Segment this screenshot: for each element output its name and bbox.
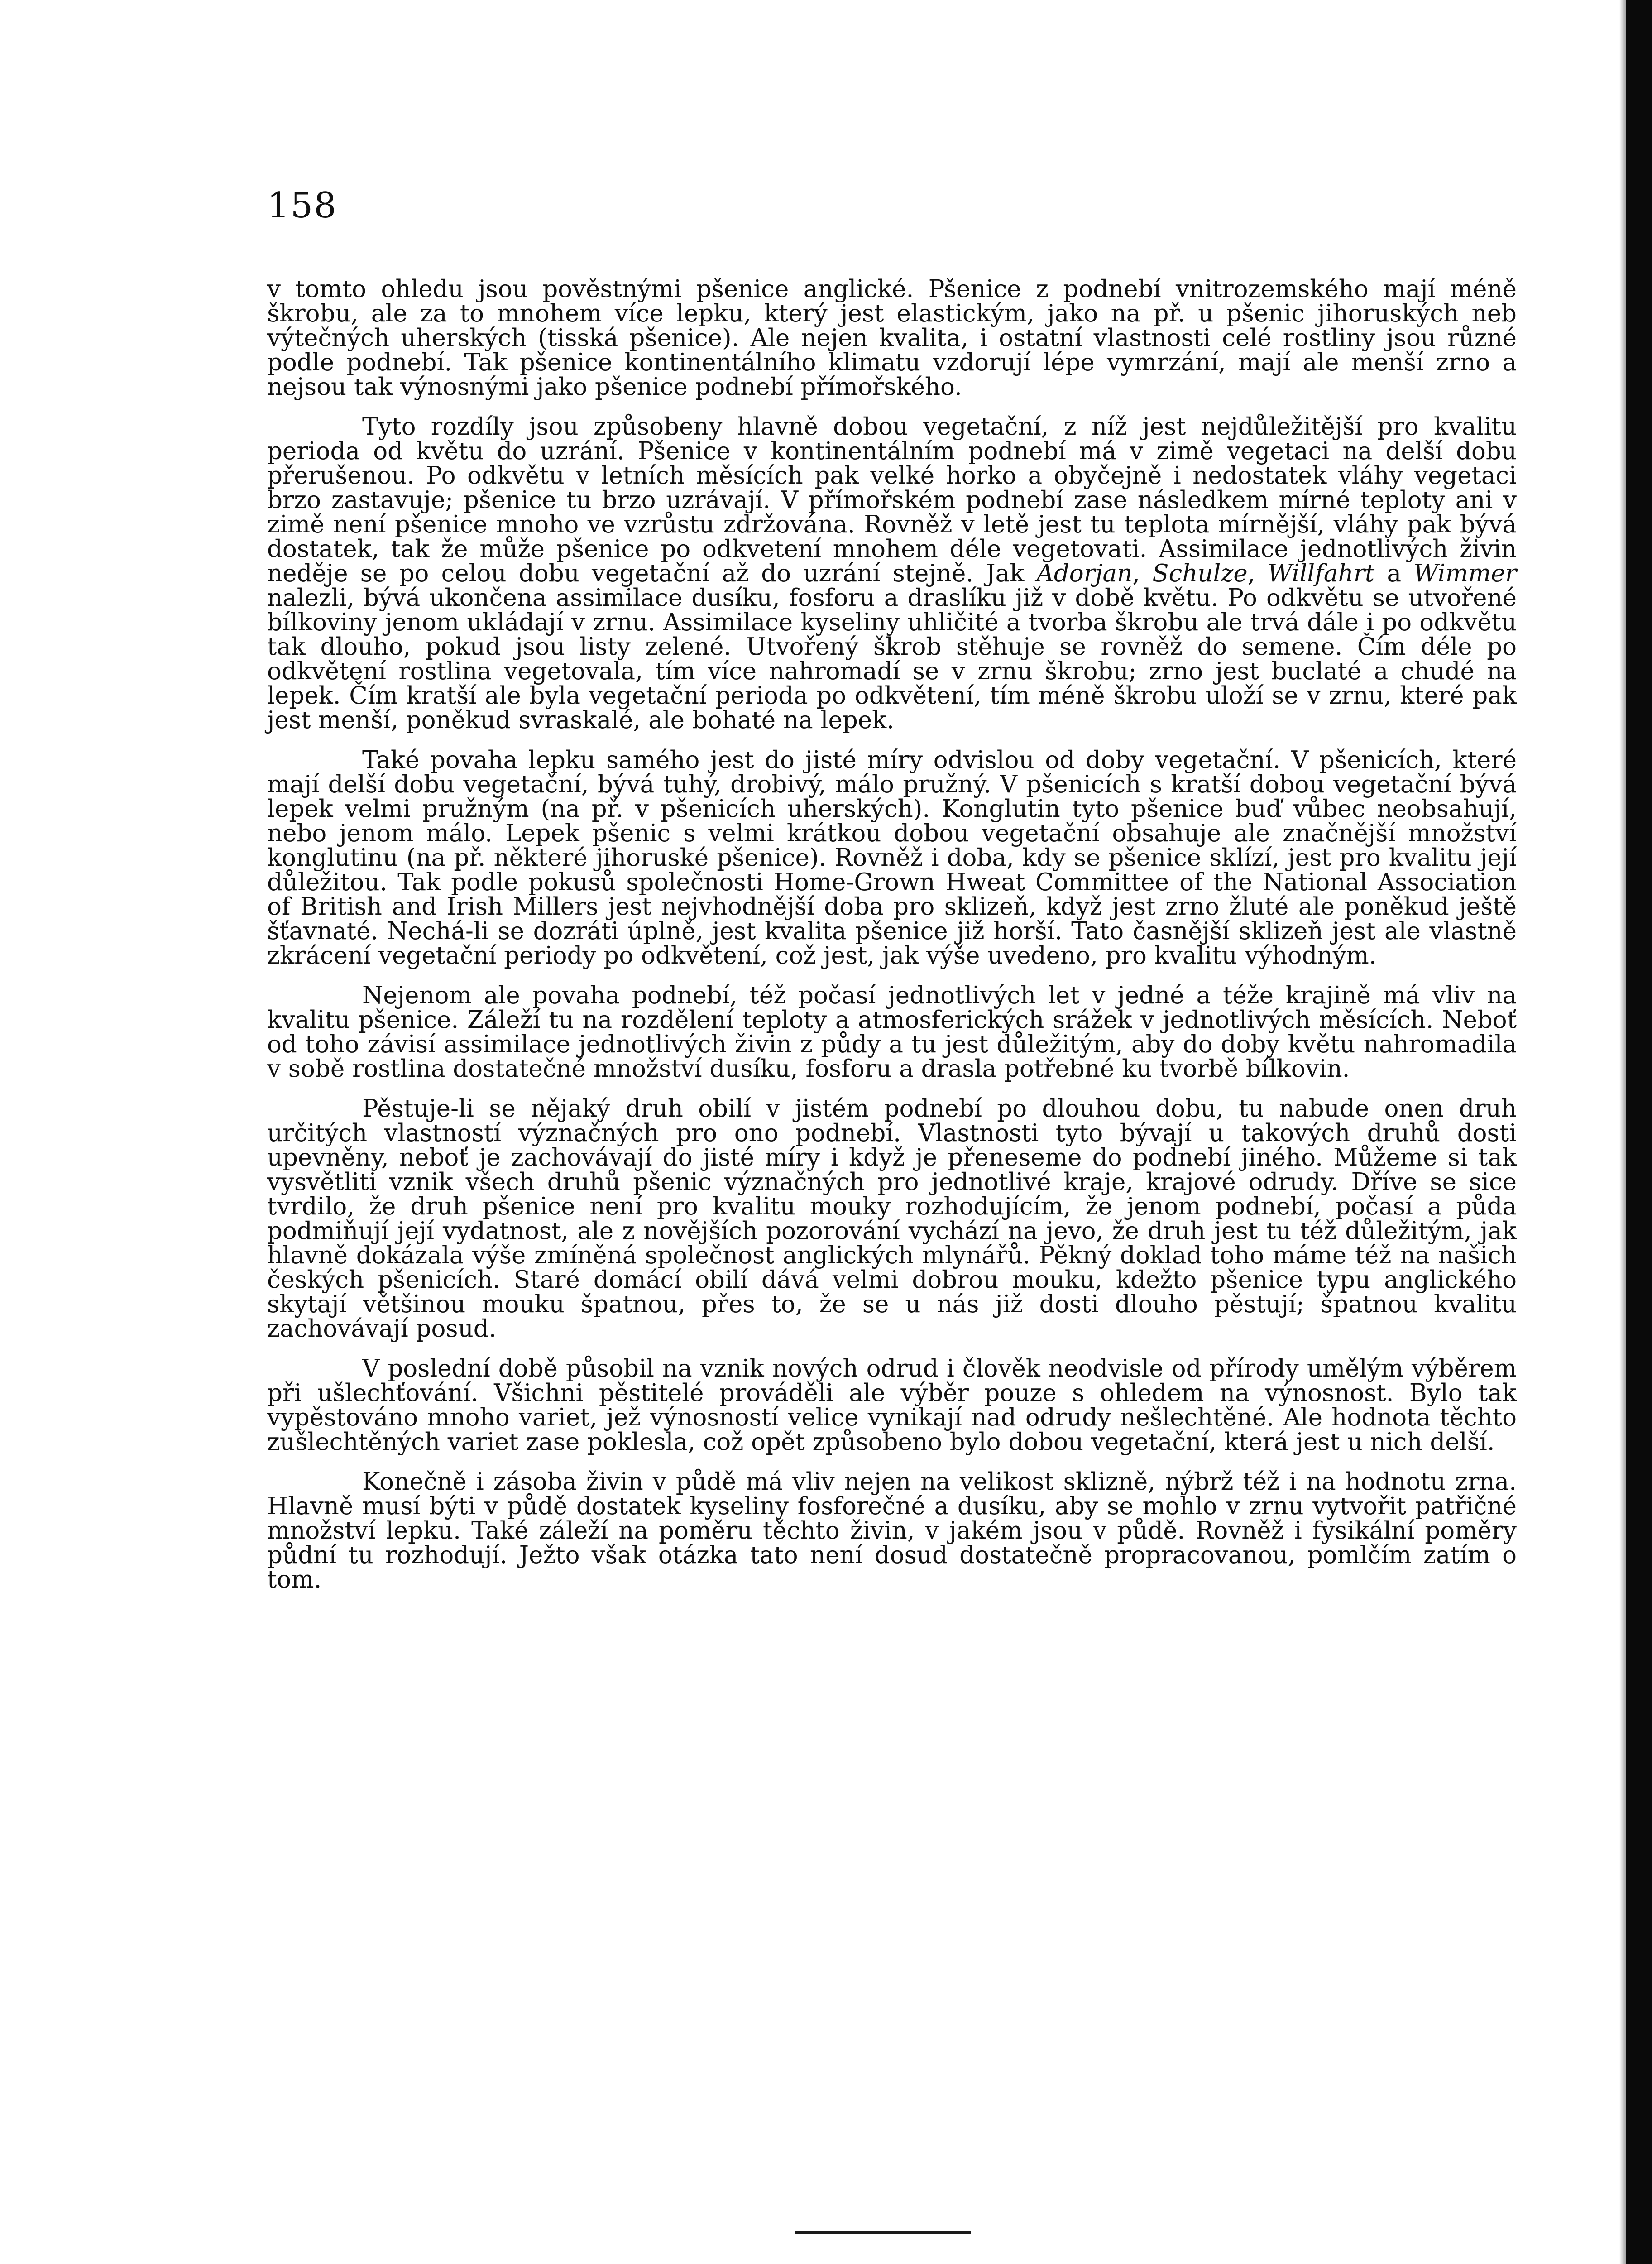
author-name-adorjan: Adorjan	[1036, 560, 1133, 587]
paragraph-4: Nejenom ale povaha podnebí, též počasí jednotlivých let v jedné a téže krajině má vliv na kvalitu pšenice. Záleží tu na rozdělení teploty a atmosferických srážek v jednotlivých měsících. Neboť od toho závisí assimilace jednotlivých živin z půdy a tu jest důležitým, aby do doby květu nahromadila v sobě rostlina dostatečné množství dusíku, fosforu a drasla potřebné ku tvorbě bílkovin.	[267, 982, 1517, 1083]
body-text	[267, 277, 1517, 1607]
paragraph-7: Konečně i zásoba živin v půdě má vliv nejen na velikost sklizně, nýbrž též i na hodnotu zrna. Hlavně musí býti v půdě dostatek kyseliny fosforečné a dusíku, aby se mohlo v zrnu vytvořit patřičné množství lepku. Také záleží na poměru těchto živin, v jakém jsou v půdě. Rovněž i fysikální poměry půdní tu rozhodují. Ježto však otázka tato není dosud dostatečně propracovanou, pomlčím zatím o tom.	[267, 1468, 1517, 1593]
paragraph-5: Pěstuje-li se nějaký druh obilí v jistém podnebí po dlouhou dobu, tu nabude onen druh určitých vlastností význačných pro ono podnebí. Vlastnosti tyto bývají u takových druhů dosti upevněny, neboť je zachovávají do jisté míry i když je přeneseme do podnebí jiného. Můžeme si tak vysvětliti vznik všech druhů pšenic význačných pro jednotlivé kraje, krajové odrudy. Dříve se sice tvrdilo, že druh pšenice není pro kvalitu mouky rozhodujícím, že jenom podnebí, počasí a půda podmiňují její vydatnost, ale z novějších pozorování vychází na jevo, že druh jest tu též důležitým, jak hlavně dokázala výše zmíněná společnost anglických mlynářů. Pěkný doklad toho máme též na našich českých pšenicích. Staré domácí obilí dává velmi dobrou mouku, kdežto pšenice typu anglického skytají většinou mouku špatnou, přes to, že se u nás již dosti dlouho pěstují; špatnou kvalitu zachovávají posud.	[267, 1095, 1517, 1343]
paragraph-2: Tyto rozdíly jsou způsobeny hlavně dobou vegetační, z níž jest nejdůležitější pro kvalitu perioda od květu do uzrání. Pšenice v kontinentálním podnebí má v zimě vegetaci na delší dobu přerušenou. Po odkvětu v letních měsících pak velké horko a obyčejně i nedostatek vláhy vegetaci brzo zastavuje; pšenice tu brzo uzrávají. V přímořském podnebí zase následkem mírné teploty ani v zimě není pšenice mnoho ve vzrůstu zdržována. Rovněž v letě jest tu teplota mírnější, vláhy pak bývá dostatek, tak že může pšenice po odkvetení mnohem déle vegetovati. Assimilace jednotlivých živin neděje se po celou dobu vegetační až do uzrání stejně. Jak Adorjan, Schulze, Willfahrt a Wimmer nalezli, bývá ukončena assimilace dusíku, fosforu a draslíku již v době květu. Po odkvětu se utvořené bílkoviny jenom ukládají v zrnu. Assimilace kyseliny uhličité a tvorba škrobu ale trvá dále i po odkvětu tak dlouho, pokud jsou listy zelené. Utvořený škrob stěhuje se rovněž do semene. Čím déle po odkvětení rostlina vegetovala, tím více nahromadí se v zrnu škrobu; zrno jest buclaté a chudé na lepek. Čím kratší ale byla vegetační perioda po odkvětení, tím méně škrobu uloží se v zrnu, které pak jest menší, poněkud svraskalé, ale bohaté na lepek.	[267, 413, 1517, 734]
scan-frame-edge	[1626, 0, 1652, 2264]
author-name-schulze: Schulze	[1152, 560, 1248, 587]
page-number: 158	[267, 185, 337, 226]
paragraph-1: v tomto ohledu jsou pověstnými pšenice anglické. Pšenice z podnebí vnitrozemského mají méně škrobu, ale za to mnohem více lepku, který jest elastickým, jako na př. u pšenic jihoruských neb výtečných uherských (tisská pšenice). Ale nejen kvalita, i ostatní vlastnosti celé rostliny jsou různé podle podnebí. Tak pšenice kontinentálního klimatu vzdorují lépe vymrzání, mají ale menší zrno a nejsou tak výnosnými jako pšenice podnebí přímořského.	[267, 275, 1517, 401]
paragraph-3: Také povaha lepku samého jest do jisté míry odvislou od doby vegetační. V pšenicích, které mají delší dobu vegetační, bývá tuhý, drobivý, málo pružný. V pšenicích s kratší dobou vegetační bývá lepek velmi pružným (na př. v pšenicích uherských). Konglutin tyto pšenice buď vůbec neobsahují, nebo jenom málo. Lepek pšenic s velmi krátkou dobou vegetační obsahuje ale značnější množství konglutinu (na př. některé jihoruské pšenice). Rovněž i doba, kdy se pšenice sklízí, jest pro kvalitu její důležitou. Tak podle pokusů společnosti Home-Grown Hweat Committee of the National Association of British and Irish Millers jest nejvhodnější doba pro sklizeň, když jest zrno žluté ale poněkud ještě šťavnaté. Nechá-li se dozráti úplně, jest kvalita pšenice již horší. Tato časnější sklizeň jest ale vlastně zkrácení vegetační periody po odkvětení, což jest, jak výše uvedeno, pro kvalitu výhodným.	[267, 746, 1517, 969]
paragraph-2-text-before: Tyto rozdíly jsou způsobeny hlavně dobou vegetační, z níž jest nejdůležitější pro kvalitu perioda od květu do uzrání. Pšenice v kontinentálním podnebí má v zimě vegetaci na delší dobu přerušenou. Po odkvětu v letních měsících pak velké horko a obyčejně i nedostatek vláhy vegetaci brzo zastavuje; pšenice tu brzo uzrávají. V přímořském podnebí zase následkem mírné teploty ani v zimě není pšenice mnoho ve vzrůstu zdržována. Rovněž v letě jest tu teplota mírnější, vláhy pak bývá dostatek, tak že může pšenice po odkvetení mnohem déle vegetovati. Assimilace jednotlivých živin neděje se po celou dobu vegetační až do uzrání stejně. Jak	[267, 413, 1517, 587]
paragraph-2-text-after: nalezli, bývá ukončena assimilace dusíku, fosforu a draslíku již v době květu. Po odkvětu se utvořené bílkoviny jenom ukládají v zrnu. Assimilace kyseliny uhličité a tvorba škrobu ale trvá dále i po odkvětu tak dlouho, pokud jsou listy zelené. Utvořený škrob stěhuje se rovněž do semene. Čím déle po odkvětení rostlina vegetovala, tím více nahromadí se v zrnu škrobu; zrno jest buclaté a chudé na lepek. Čím kratší ale byla vegetační perioda po odkvětení, tím méně škrobu uloží se v zrnu, které pak jest menší, poněkud svraskalé, ale bohaté na lepek.	[267, 584, 1517, 734]
section-end-rule	[795, 2231, 971, 2234]
author-name-willfahrt: Willfahrt	[1267, 560, 1375, 587]
author-name-wimmer: Wimmer	[1413, 560, 1517, 587]
paragraph-6: V poslední době působil na vznik nových odrud i člověk neodvisle od přírody umělým výběrem při ušlechťování. Všichni pěstitelé prováděli ale výběr pouze s ohledem na výnosnost. Bylo tak vypěstováno mnoho variet, jež výnosností velice vynikají nad odrudy nešlechtěné. Ale hodnota těchto zušlechtěných variet zase poklesla, což opět způsobeno bylo dobou vegetační, která jest u nich delší.	[267, 1355, 1517, 1456]
